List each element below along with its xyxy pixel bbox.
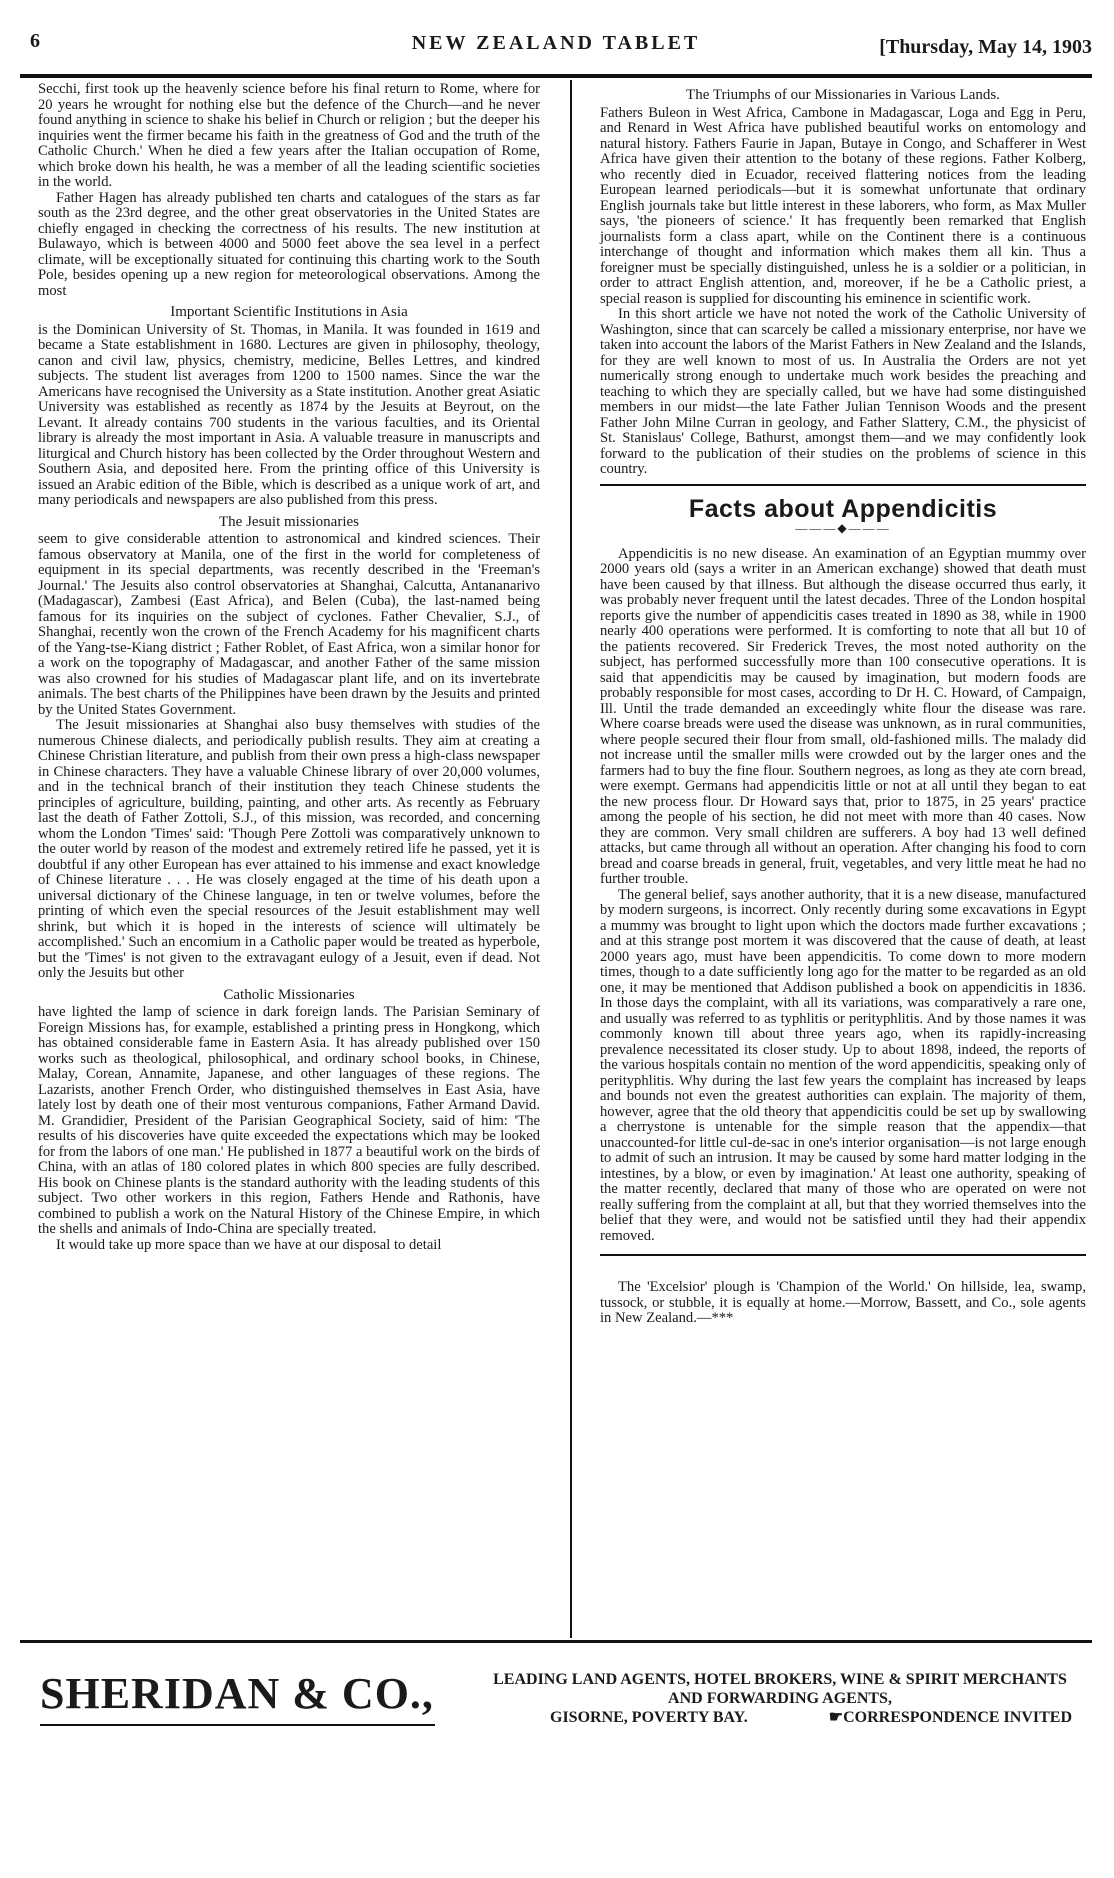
paragraph: have lighted the lamp of science in dark foreign lands. The Parisian Seminary of Foreign Missions has, for example, established a printing press in Hongkong, which has obtained considerable fame in Eastern Asia. It has already published over 150 works such as theological, philosophical, and ordinary school books, in Chinese, Malay, Corean, Annamite, Japanese, and other languages of these regions. The Lazarists, another French Order, who distinguished themselves in East Asia, have lately lost by death one of their most venturous companions, Father Armand David. M. Grandidier, President of the Parisian Geographical Society, said of him: 'The results of his discoveries have quite exceeded the expectations which may be looked for from the labors of one man.' He published in 1877 a beautiful work on the birds of China, with an atlas of 180 colored plates in which 800 species are fully described. His book on Chinese plants is the standard authority with the leading students of this subject. Two other workers in this region, Fathers Hende and Rathonis, have combined to publish a work on the Natural History of the Chinese Empire, in which the shells and animals of Indo-China are specially treated. (38, 1004, 540, 1237)
subheading: Catholic Missionaries (223, 986, 355, 1003)
newspaper-title: NEW ZEALAND TABLET (411, 32, 701, 54)
subheading: The Triumphs of our Missionaries in Various Lands. (686, 87, 1000, 103)
subheading: The Jesuit missionaries (219, 513, 359, 530)
column-divider (570, 80, 572, 1638)
paragraph: Secchi, first took up the heavenly science before his final return to Rome, where for 20 years he wrought for nothing else but the defence of the Church—and he never found anything in science to shake his belief in Church or religion ; but the deeper his inquiries went the firmer became his faith in the greatness of God and the truth of the Catholic Church.' When he died a few years after the Italian occupation of Rome, which broke down his health, he was a member of all the leading scientific societies in the world. (38, 81, 540, 190)
missionaries-continuation (600, 88, 1086, 486)
paragraph: The general belief, says another authority, that it is a new disease, manufactured by modern surgeons, is incorrect. Only recently during some excavations in Egypt a mummy was brought to light upon which the doctors made further excavations ; and at this strange post mortem it was discovered that the cause of death, at least 2000 years ago, must have been appendicitis. To come down to more modern times, though to a date sufficiently long ago for the matter to be regarded as an old one, it may be mentioned that Addison published a book on appendicitis in 1836. In those days the complaint, with all its variations, was comparatively a rare one, and usually was referred to as typhlitis or perityphlitis. And by those names it was commonly known till about three years ago, when its rapidly-increasing prevalence necessitated its closer study. Up to about 1898, indeed, the reports of the various hospitals contain no mention of the word appendicitis, speaking only of perityphlitis. Why during the last few years the complaint has increased by leaps and bounds not even the greatest authorities can explain. The majority of them, however, agree that the old theory that appendicitis could be set up by swallowing a cherrystone is untenable for the simple reason that the appendix—that unaccounted-for little cul-de-sac in one's interior organisation—is not large enough to admit of such an intrusion. It may be caused by some hard matter lodging in the intestines, by a blow, or even by imagination.' At least one authority, speaking of the matter recently, declared that many of those who are operated on were not really suffering from the complaint at all, but that they worried themselves into the belief that they were, and would not be satisfied until they had their appendix removed. (600, 886, 1086, 1244)
paragraph: Father Hagen has already published ten charts and catalogues of the stars as far south as the 23rd degree, and the other great observatories in the United States are chiefly engaged in checking the correctness of his results. The new institution at Bulawayo, which is between 4000 and 5000 feet above the sea level in a perfect climate, will be exceptionally situated for continuing this charting work to the South Pole, besides opening up a new region for meteorological observations. Among the most (38, 189, 540, 299)
paragraph: It would take up more space than we have at our disposal to detail (56, 1236, 442, 1253)
ad-location: GISORNE, POVERTY BAY. (550, 1709, 748, 1726)
title-ornament: ———◆——— (795, 521, 891, 535)
paragraph: is the Dominican University of St. Thomas, in Manila. It was founded in 1619 and became a State establishment in 1680. Lectures are given in philosophy, theology, canon and civil law, physics, chemistry, medicine, Belles Lettres, and kindred subjects. The student list averages from 1200 to 1500 names. Since the war the Americans have recognised the University as a State institution. Another great Asiatic University was established as recently as 1874 by the Jesuits at Beyrout, on the Levant. It already contains 700 students in the various faculties, and its Oriental library is already the most important in Asia. A valuable treasure in manuscripts and liturgical and Church history has been collected by the Order throughout Western and Southern Asia, and deposited here. From the printing office of this University is issued an Arabic edition of the Bible, which is described as a unique work of art, and many periodicals and newspapers are also published from this press. (38, 321, 540, 508)
left-column (38, 82, 540, 1253)
page-header (20, 30, 1092, 74)
right-column (600, 82, 1086, 1327)
header-rule (20, 74, 1092, 78)
paragraph: seem to give considerable attention to astronomical and kindred sciences. Their famous observatory at Manila, one of the first in the world for completeness of equipment in its special departments, was recently described in the 'Freeman's Journal.' The Jesuits also control observatories at Shanghai, Calcutta, Antananarivo (Madagascar), Zambesi (East Africa), and Belen (Cuba), the last-named being famous for its inquiries on the subject of cyclones. Father Chevalier, S.J., of Shanghai, recently won the crown of the French Academy for his magnificent charts of the Yang-tse-Kiang district ; Father Roblet, of East Africa, won a similar honor for a work on the topography of Madagascar, and another Father of the same mission was also crowned for his studies of Madagascar plant life, and on its invertebrate animals. The best charts of the Philippines have been drawn by the Jesuits and printed by the United States Government. (38, 531, 540, 718)
paragraph: The Jesuit missionaries at Shanghai also busy themselves with studies of the numerous Chinese dialects, and periodically publish results. They aim at creating a Chinese Christian literature, and publish from their own press a high-class newspaper in Chinese characters. They have a valuable Chinese library of over 20,000 volumes, and in the technical branch of their institution they teach Chinese students the principles of agriculture, building, painting, and other arts. As recently as February last the death of Father Zottoli, S.J., of this mission, was recorded, and concerning whom the London 'Times' said: 'Though Pere Zottoli was comparatively unknown to the outer world by reason of the modest and extremely retired life he passed, yet it is doubtful if any other European has ever attained to his immense and exact knowledge of Chinese literature . . . He was closely engaged at the time of his death upon a universal dictionary of the Chinese language, in ten or twelve volumes, before the printing of which even the special resources of the Jesuit establishment may well shrink, but which it is hoped in the interests of science will ultimately be accomplished.' Such an encomium in a Catholic paper would be treated as hyperbole, but the 'Times' is not given to the extravagant eulogy of a Jesuit, even if dead. Not only the Jesuits but other (38, 717, 540, 981)
paragraph: In this short article we have not noted the work of the Catholic University of Washington, since that can scarcely be called a missionary enterprise, nor have we taken into account the labors of the Marist Fathers in New Zealand and the Islands, for they are well known to most of us. In Australia the Orders are not yet numerically strong enough to undertake much work besides the preaching and teaching to which they are specially called, but we have had some distinguished members in our midst—the late Father Julian Tennison Woods and the present Father John Milne Curran in geology, and Father Slattery, C.M., the physicist of St. Stanislaus' College, Bathurst, amongst them—and we may confidently look forward to the publication of their studies on the problems of science in this country. (600, 306, 1086, 477)
issue-date: [Thursday, May 14, 1903 (879, 36, 1092, 58)
advertiser-underline (40, 1724, 435, 1726)
ad-line: AND FORWARDING AGENTS, (668, 1690, 892, 1707)
advertisement-banner (40, 1668, 1084, 1798)
subheading: Important Scientific Institutions in Asia (170, 304, 408, 320)
pointing-hand-icon: ☛ (828, 1709, 844, 1726)
advertiser-details (460, 1670, 1100, 1727)
ad-invite-text: CORRESPONDENCE INVITED (843, 1709, 1072, 1726)
article-title: Facts about Appendicitis (688, 494, 998, 523)
ad-line: LEADING LAND AGENTS, HOTEL BROKERS, WINE & SPIRIT MERCHANTS (493, 1671, 1067, 1688)
ad-contact-row (460, 1708, 1100, 1727)
footer-rule (20, 1640, 1092, 1643)
ad-invite (829, 1708, 1072, 1727)
appendicitis-article (600, 494, 1086, 1257)
plough-advertisement: The 'Excelsior' plough is 'Champion of the World.' On hillside, lea, swamp, tussock, or stubble, it is equally at home.—Morrow, Bassett, and Co., sole agents in New Zealand.—*** (600, 1279, 1086, 1326)
advertiser-name: SHERIDAN & CO., (40, 1669, 434, 1718)
page-number: 6 (30, 30, 40, 52)
paragraph: Appendicitis is no new disease. An examination of an Egyptian mummy over 2000 years old (says a writer in an American exchange) showed that death must have been caused by that illness. But although the disease occurred thus early, it was probably never frequent until the latest decades. Three of the London hospital reports give the number of appendicitis cases treated in 1890 as 38, while in 1900 nearly 400 operations were performed. It is comforting to note that all but 10 of the patients recovered. Sir Frederick Treves, the most noted authority on the subject, has performed successfully more than 100 consecutive operations. It is said that appendicitis may be caused by imagination, but modern foods are probably responsible for most cases, according to Dr H. C. Howard, of Campaign, Ill. Until the trade demanded an exceedingly white flour the disease was rare. Where coarse breads were used the disease was unknown, as in rural communities, where people secured their flour from small, old-fashioned mills. The malady did not increase until the smaller mills were crowded out by the larger ones and the farmers had to buy the fine flour. Southern negroes, as long as they ate corn bread, were exempt. Germans had appendicitis little or not at all until they began to eat the new process flour. Dr Howard says that, prior to 1875, in 25 years' practice among the people of his section, he did not meet with more than 40 cases. Now they are common. Very small children are sufferers. A boy had 13 well defined attacks, but came through all without an operation. After changing his food to corn bread and coarse breads in general, fruit, vegetables, and very little meat he had no further trouble. (600, 545, 1086, 887)
paragraph: Fathers Buleon in West Africa, Cambone in Madagascar, Loga and Egg in Peru, and Renard in West Africa have published beautiful works on entomology and natural history. Fathers Faurie in Japan, Butaye in Congo, and Schafferer in West Africa have given their attention to the botany of these regions. Father Kolberg, who recently died in Ecuador, received flattering notices from the leading European learned periodicals—but it is somewhat unfortunate that ordinary English journals take but little interest in these laborers, who form, as Max Muller says, 'the pioneers of science.' It has frequently been remarked that English journalists form a class apart, while on the Continent there is a continuous interchange of thought and information which makes them all kin. Thus a foreigner must be specially distinguished, unless he is a soldier or a politician, in order to attract English attention, and, moreover, if he be a Catholic priest, a special reason is supplied for discounting his eminence in scientific work. (600, 104, 1086, 307)
